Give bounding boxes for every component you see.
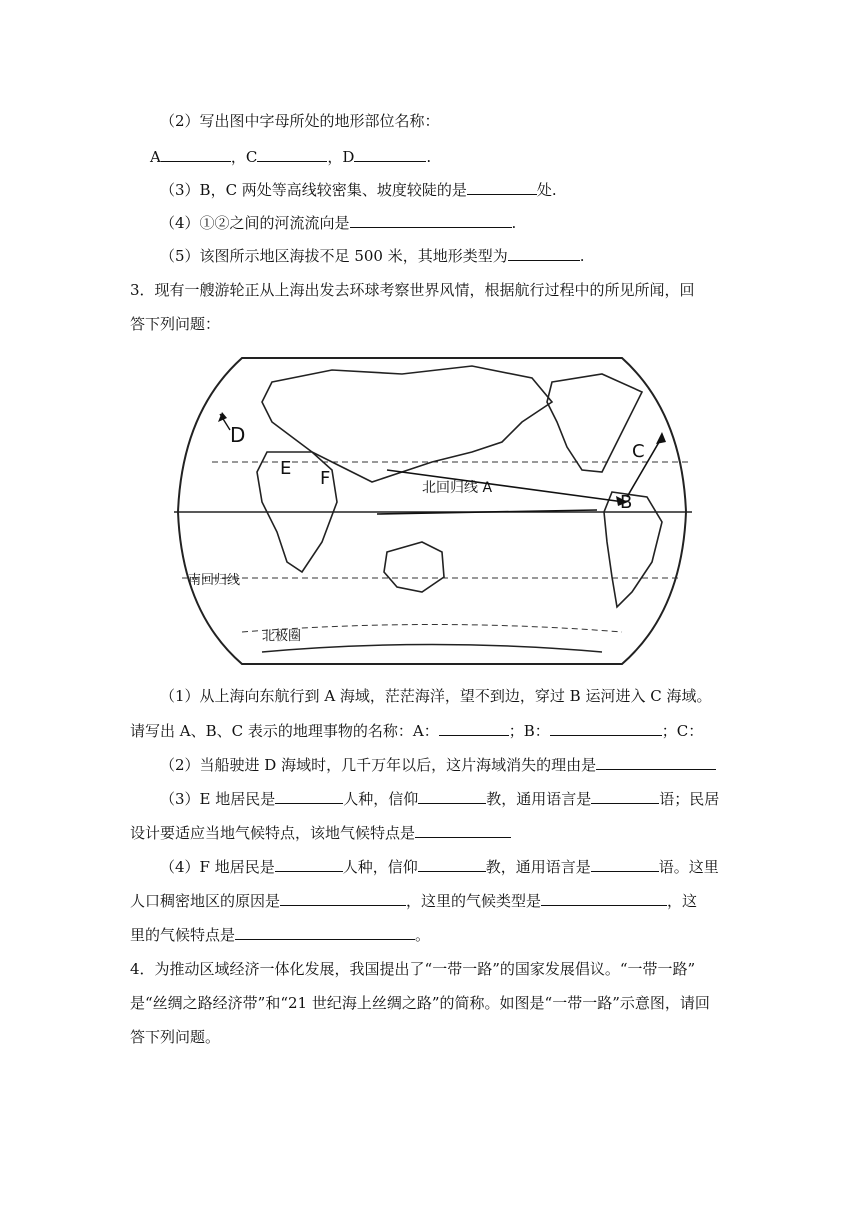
map-label-b: B [620, 492, 633, 513]
q3-s4-line2 [130, 891, 697, 911]
q3-s2-text: （2）当船驶进 D 海域时，几千万年以后，这片海域消失的理由是 [160, 756, 597, 774]
blank-e-religion[interactable] [418, 789, 486, 804]
q3-s3-a: 人种，信仰 [343, 790, 419, 808]
north-america-outline [547, 374, 642, 472]
q2-part3-end: 处. [536, 181, 557, 199]
world-map-svg [172, 352, 692, 670]
q3-s1-mid1: ；B： [508, 722, 550, 740]
q3-s1-line2 [130, 721, 703, 741]
q2-part5 [160, 246, 585, 266]
q3-s4-line3 [130, 925, 430, 945]
q3-s3-line2-text: 设计要适应当地气候特点，该地气候特点是 [130, 824, 416, 842]
map-label-a: 北回归线 A [422, 480, 493, 496]
blank-steeper[interactable] [467, 180, 537, 195]
q4-line-1: 4．为推动区域经济一体化发展，我国提出了“一带一路”的国家发展倡议。“一带一路” [130, 960, 696, 978]
blank-f-population-reason[interactable] [280, 891, 406, 906]
map-label-e: E [280, 458, 292, 479]
q3-s3-b: 教，通用语言是 [486, 790, 592, 808]
australia-outline [384, 542, 444, 592]
map-label-d: D [230, 423, 246, 447]
q3-s3-c: 语；民居 [659, 790, 720, 808]
q3-s4-line1 [160, 857, 719, 877]
blank-d[interactable] [354, 147, 426, 162]
blank-c[interactable] [257, 147, 327, 162]
q3-s4-line3-text: 里的气候特点是 [130, 926, 236, 944]
map-frame [178, 358, 686, 664]
q3-s4-a: 人种，信仰 [342, 858, 418, 876]
q3-s4-line2-text: 人口稠密地区的原因是 [130, 892, 281, 910]
blank-q3-b[interactable] [550, 721, 662, 736]
q2-part4-text: （4）①②之间的河流流向是 [160, 214, 350, 232]
q2-part5-text: （5）该图所示地区海拔不足 500 米，其地形类型为 [160, 247, 508, 265]
world-map-figure [172, 352, 692, 670]
q2-part2-answers [150, 147, 431, 167]
blank-e-climate[interactable] [415, 823, 511, 838]
blank-e-race[interactable] [275, 789, 343, 804]
blank-f-climate-type[interactable] [541, 891, 667, 906]
q3-stem-1: 3．现有一艘游轮正从上海出发去环球考察世界风情，根据航行过程中的所见所闻，回 [130, 281, 695, 299]
q2-part2-text: （2）写出图中字母所处的地形部位名称： [160, 112, 440, 130]
q3-s1-prefix: 请写出 A、B、C 表示的地理事物的名称：A： [130, 722, 439, 740]
q2-part2-end: . [426, 148, 432, 166]
q3-s1-line1: （1）从上海向东航行到 A 海域，茫茫海洋，望不到边，穿过 B 运河进入 C 海域。 [160, 687, 712, 705]
q2-part3 [160, 180, 557, 200]
q2-label-c: ，C [230, 148, 258, 166]
blank-q3-a[interactable] [439, 721, 509, 736]
blank-a[interactable] [161, 147, 231, 162]
q3-s3-prefix: （3）E 地居民是 [160, 790, 276, 808]
q3-s2 [160, 755, 716, 775]
q3-s4-prefix: （4）F 地居民是 [160, 858, 275, 876]
blank-f-climate-features[interactable] [235, 925, 415, 940]
q2-part4-end: . [511, 214, 517, 232]
q3-s1-mid2: ；C： [661, 722, 704, 740]
arrow-c [656, 432, 666, 444]
map-label-c: C [632, 441, 645, 462]
q2-part3-text: （3）B，C 两处等高线较密集、坡度较陡的是 [160, 181, 467, 199]
blank-landform[interactable] [508, 246, 580, 261]
blank-f-religion[interactable] [418, 857, 486, 872]
q3-s4-b: 教，通用语言是 [485, 858, 591, 876]
q3-stem-2: 答下列问题： [130, 315, 221, 333]
map-label-tropic-s: 南回归线 [188, 573, 241, 588]
q4-line-2: 是“丝绸之路经济带”和“21 世纪海上丝绸之路”的简称。如图是“一带一路”示意图，请回 [130, 994, 710, 1012]
q2-part4 [160, 213, 516, 233]
q3-s3-line2 [130, 823, 511, 843]
blank-f-language[interactable] [591, 857, 659, 872]
arrow-d [218, 412, 227, 422]
blank-f-race[interactable] [275, 857, 343, 872]
q3-s3-line1 [160, 789, 719, 809]
q3-s4-c: 语。这里 [658, 858, 719, 876]
south-america-outline [604, 492, 662, 607]
q2-part5-end: . [579, 247, 585, 265]
blank-e-language[interactable] [591, 789, 659, 804]
map-label-f: F [320, 468, 331, 489]
antarctica-outline [262, 645, 602, 653]
q2-label-a: A [150, 148, 161, 166]
q2-label-d: ，D [327, 148, 355, 166]
q3-s4-line2-end: ，这 [667, 892, 698, 910]
eurasia-outline [262, 366, 552, 482]
blank-q3-reason[interactable] [596, 755, 716, 770]
q3-s4-line3-end: 。 [415, 926, 431, 944]
blank-river-flow[interactable] [350, 213, 512, 228]
q3-s4-line2-mid: ，这里的气候类型是 [406, 892, 542, 910]
map-label-arctic: 北极圈 [262, 629, 302, 644]
q4-line-3: 答下列问题。 [130, 1028, 221, 1046]
